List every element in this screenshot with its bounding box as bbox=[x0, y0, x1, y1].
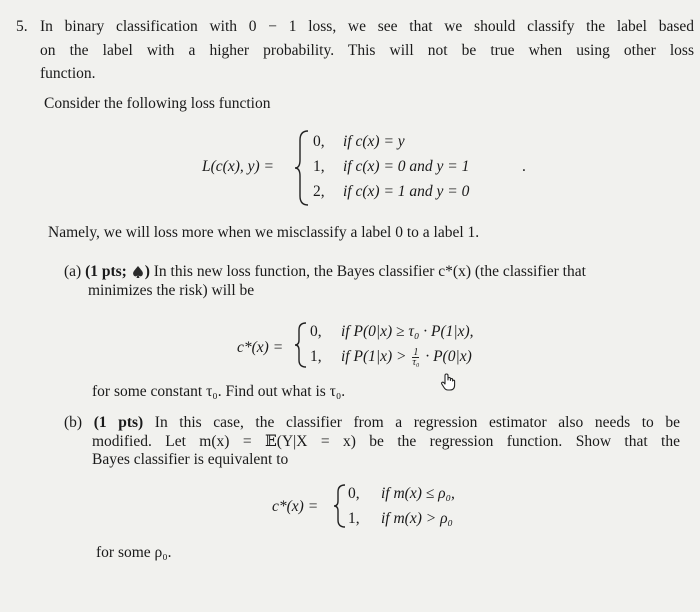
a-case-0-value: 0, bbox=[310, 323, 322, 340]
left-brace-icon bbox=[332, 482, 348, 530]
intro-line-3: function. bbox=[40, 65, 96, 82]
spade-icon bbox=[131, 265, 145, 279]
loss-case-0 bbox=[313, 132, 325, 152]
intro-line-2: on the label with a higher probability. This will not be true when using other loss bbox=[40, 42, 694, 59]
left-brace-icon bbox=[293, 320, 309, 370]
left-brace-icon bbox=[293, 128, 311, 208]
part-a-points: (1 pts; bbox=[85, 263, 127, 280]
loss-case-1: 1, bbox=[313, 158, 325, 175]
case-value: 0, bbox=[313, 133, 325, 150]
loss-period: . bbox=[522, 158, 526, 175]
part-b-line3: Bayes classifier is equivalent to bbox=[92, 451, 289, 468]
loss-case-2-condition: if c(x) = 1 and y = 0 bbox=[343, 183, 470, 200]
b-case-0-value: 0, bbox=[348, 485, 360, 502]
consider-text: Consider the following loss function bbox=[44, 95, 271, 112]
problem-number: 5. bbox=[16, 18, 28, 35]
intro-line-1: In binary classification with 0 − 1 loss, we see that we should classify the label based bbox=[40, 18, 694, 35]
part-b-lhs: c*(x) = bbox=[272, 498, 319, 515]
loss-case-2: 2, bbox=[313, 183, 325, 200]
part-a-lhs: c*(x) = bbox=[237, 339, 284, 356]
fraction bbox=[412, 348, 419, 367]
part-b-header bbox=[64, 413, 680, 433]
a-case-1-cond-text: if P(1|x) > bbox=[341, 348, 407, 365]
part-a-header bbox=[64, 262, 586, 282]
namely-text: Namely, we will loss more when we misclassify a label 0 to a label 1. bbox=[48, 224, 480, 241]
part-a-close: ) bbox=[144, 263, 150, 280]
a-case-1-condition bbox=[341, 347, 472, 367]
fraction-denominator: τ₀ bbox=[412, 356, 420, 368]
part-b-points: (1 pts) bbox=[93, 414, 144, 431]
a-case-1-tail: · P(0|x) bbox=[425, 348, 472, 365]
part-b-after: for some ρ₀. bbox=[96, 544, 172, 561]
part-a-label: (a) bbox=[64, 263, 82, 280]
part-a-line1: In this new loss function, the Bayes classifier c*(x) (the classifier that bbox=[153, 263, 586, 280]
part-b-label: (b) bbox=[64, 414, 83, 431]
a-case-1-value: 1, bbox=[310, 348, 322, 365]
part-b-line1: In this case, the classifier from a regression estimator also needs to be bbox=[154, 414, 681, 431]
part-a-after: for some constant τ₀. Find out what is τ₀. bbox=[92, 383, 346, 400]
loss-case-1-condition: if c(x) = 0 and y = 1 bbox=[343, 158, 470, 175]
fraction-numerator: 1 bbox=[413, 346, 419, 358]
b-case-1-value: 1, bbox=[348, 510, 360, 527]
loss-lhs: L(c(x), y) = bbox=[202, 158, 274, 175]
a-case-0-condition: if P(0|x) ≥ τ₀ · P(1|x), bbox=[341, 323, 474, 340]
b-case-0-condition: if m(x) ≤ ρ₀, bbox=[381, 485, 455, 502]
part-a-line2: minimizes the risk) will be bbox=[88, 282, 255, 299]
part-b-line2: modified. Let m(x) = 𝔼(Y|X = x) be the regression function. Show that the bbox=[92, 433, 680, 450]
hand-pointer-icon[interactable] bbox=[440, 373, 456, 391]
b-case-1-condition: if m(x) > ρ₀ bbox=[381, 510, 453, 527]
loss-case-0-condition: if c(x) = y bbox=[343, 133, 405, 150]
